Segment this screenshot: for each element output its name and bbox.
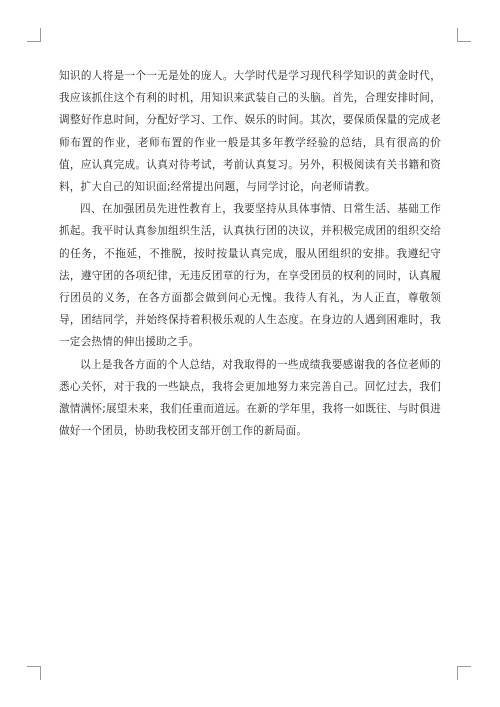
paragraph-study: 知识的人将是一个一无是处的庞人。大学时代是学习现代科学知识的黄金时代，我应该抓住这个有利的时机，用知识来武装自己的头脑。首先，合理安排时间，调整好作息时间，分配好学习、工作、娱乐的时间。其次，要保质保量的完成老师布置的作业，老师布置的作业一般是其多年教学经验的总结，具有很高的价值，应认真完成。认真对待考试，考前认真复习。另外，积极阅读有关书籍和资料，扩大自己的知识面;经常提出问题，与同学讨论，向老师请教。 [59, 70, 441, 194]
crop-mark-top-right [457, 28, 471, 42]
crop-mark-top-left [27, 28, 41, 42]
crop-mark-bottom-left [27, 666, 41, 680]
paragraph-summary: 以上是我各方面的个人总结，对我取得的一些成绩我要感谢我的各位老师的悉心关怀，对于我的一些缺点，我将会更加地努力来完善自己。回忆过去，我们激情满怀;展望未来，我们任重而道远。在新的学年里，我将一如既往、与时俱进做好一个团员，协助我校团支部开创工作的新局面。 [59, 358, 441, 438]
document-body [59, 65, 441, 442]
crop-mark-bottom-right [457, 666, 471, 680]
paragraph-league-education: 四、在加强团员先进性教育上，我要坚持从具体事情、日常生活、基础工作抓起。我平时认真参加组织生活，认真执行团的决议，并积极完成团的组织交给的任务，不拖延，不推脱，按时按量认真完成，服从团组织的安排。我遵纪守法，遵守团的各项纪律，无违反团章的行为，在享受团员的权利的同时，认真履行团员的义务，在各方面都会做到问心无愧。我待人有礼，为人正直，尊敬领导，团结同学，并始终保持着积极乐观的人生态度。在身边的人遇到困难时，我一定会热情的伸出援助之手。 [59, 203, 441, 349]
